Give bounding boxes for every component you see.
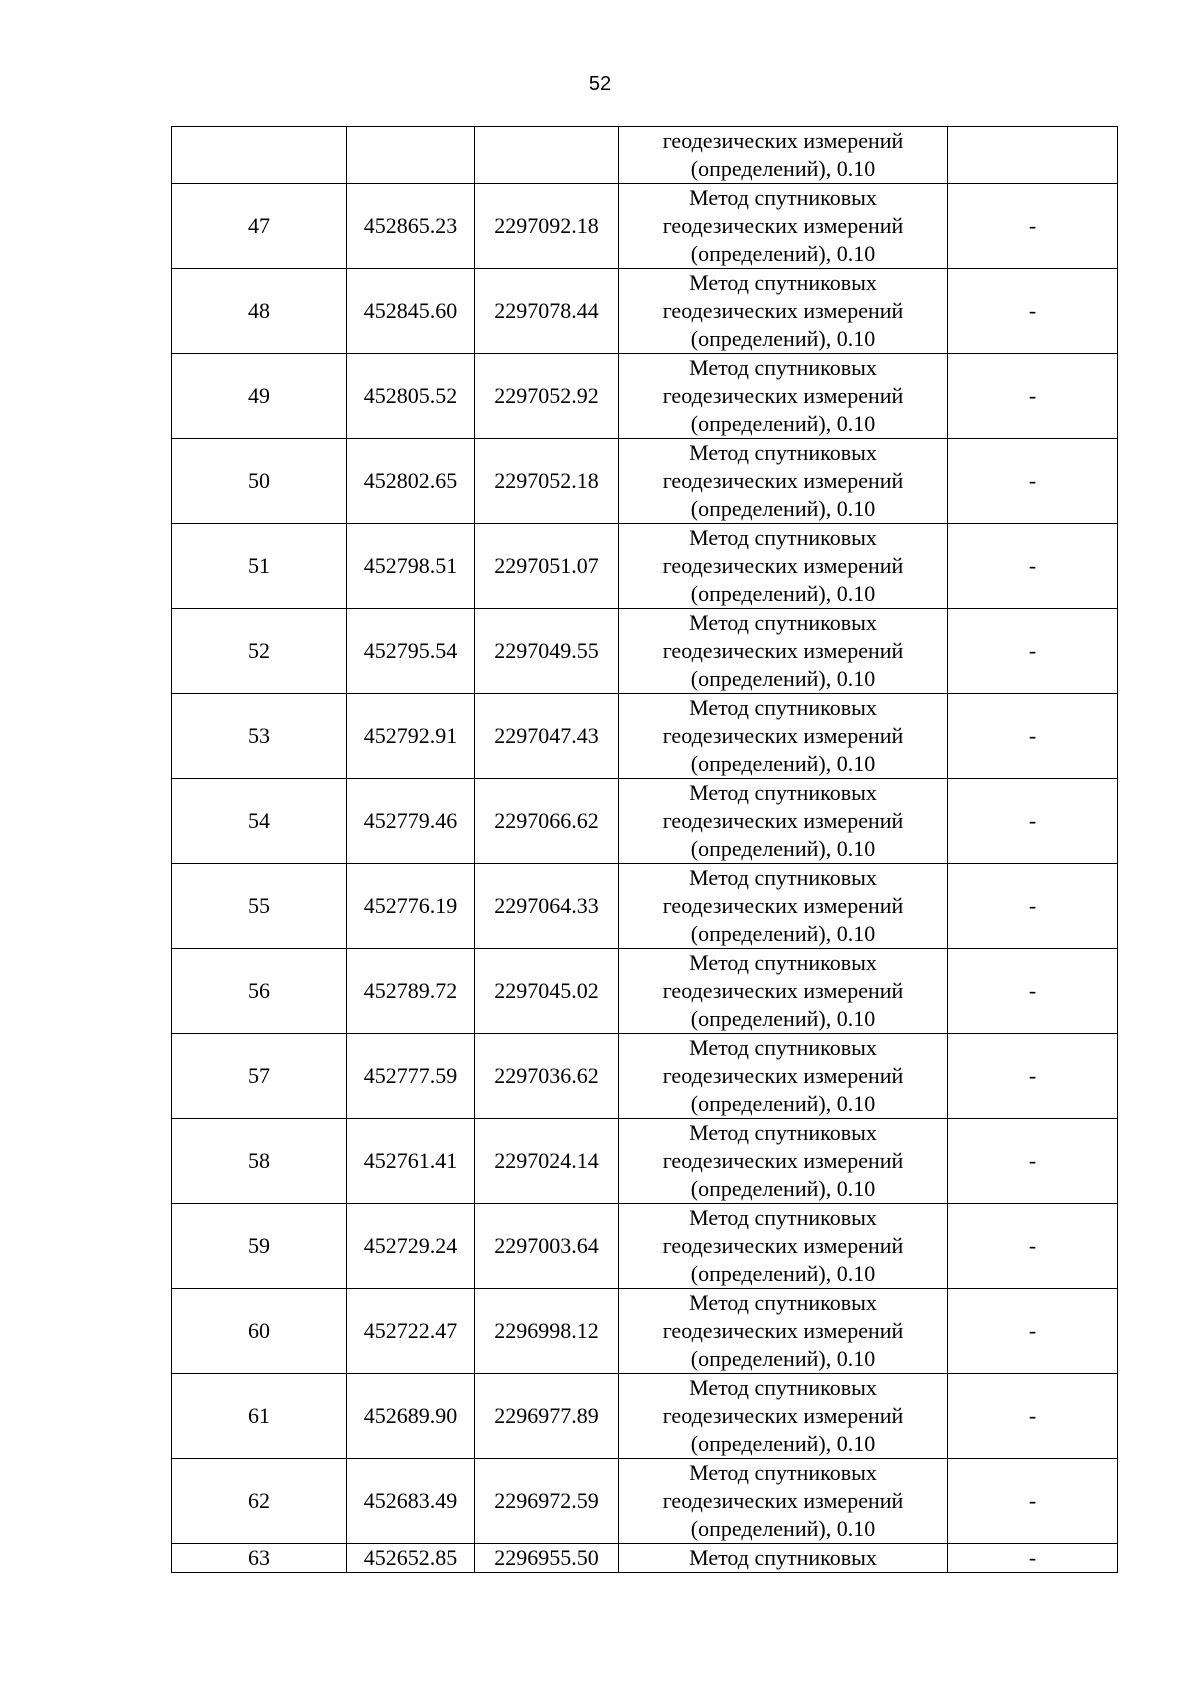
table-row [172, 354, 1118, 439]
method-line: (определений), 0.10 [690, 326, 876, 351]
table-row [172, 864, 1118, 949]
method-line: (определений), 0.10 [690, 156, 876, 181]
table-row [172, 1119, 1118, 1204]
method-line: геодезических измерений [662, 383, 904, 408]
method-cell [619, 524, 948, 609]
point-id-cell: 59 [172, 1204, 347, 1289]
method-line: геодезических измерений [662, 553, 904, 578]
method-line: (определений), 0.10 [690, 581, 876, 606]
method-line: (определений), 0.10 [690, 1431, 876, 1456]
description-cell: - [948, 1034, 1118, 1119]
point-id-cell: 50 [172, 439, 347, 524]
x-coordinate-cell: 452722.47 [347, 1289, 475, 1374]
y-coordinate-cell: 2297092.18 [475, 184, 619, 269]
description-cell: - [948, 1119, 1118, 1204]
method-line: (определений), 0.10 [690, 1261, 876, 1286]
table-row [172, 609, 1118, 694]
method-line: Метод спутниковых [689, 865, 877, 890]
table-row [172, 694, 1118, 779]
y-coordinate-cell: 2297078.44 [475, 269, 619, 354]
description-cell: - [948, 439, 1118, 524]
x-coordinate-cell: 452802.65 [347, 439, 475, 524]
method-line: Метод спутниковых [689, 695, 877, 720]
method-line: Метод спутниковых [689, 440, 877, 465]
method-line: Метод спутниковых [689, 780, 877, 805]
point-id-cell: 54 [172, 779, 347, 864]
method-line: (определений), 0.10 [690, 751, 876, 776]
x-coordinate-cell: 452652.85 [347, 1544, 475, 1573]
description-cell: - [948, 1459, 1118, 1544]
method-line: геодезических измерений [662, 1403, 904, 1428]
x-coordinate-cell: 452798.51 [347, 524, 475, 609]
point-id-cell: 49 [172, 354, 347, 439]
table-row [172, 1459, 1118, 1544]
description-cell [948, 127, 1118, 184]
method-cell [619, 949, 948, 1034]
description-cell: - [948, 694, 1118, 779]
method-line: Метод спутниковых [689, 1120, 877, 1145]
table-row-continuation [172, 127, 1118, 184]
method-line: геодезических измерений [662, 213, 904, 238]
point-id-cell: 51 [172, 524, 347, 609]
table-row [172, 1544, 1118, 1573]
table-row [172, 779, 1118, 864]
method-line: (определений), 0.10 [690, 496, 876, 521]
point-id-cell: 62 [172, 1459, 347, 1544]
description-cell: - [948, 524, 1118, 609]
point-id-cell: 52 [172, 609, 347, 694]
method-cell [619, 1204, 948, 1289]
point-id-cell: 60 [172, 1289, 347, 1374]
description-cell: - [948, 609, 1118, 694]
coordinates-table [171, 126, 1118, 1573]
method-line: геодезических измерений [662, 638, 904, 663]
method-cell [619, 354, 948, 439]
x-coordinate-cell: 452683.49 [347, 1459, 475, 1544]
method-line: Метод спутниковых [689, 1035, 877, 1060]
method-line: геодезических измерений [662, 723, 904, 748]
method-line: Метод спутниковых [689, 525, 877, 550]
point-id-cell: 55 [172, 864, 347, 949]
description-cell: - [948, 1204, 1118, 1289]
x-coordinate-cell: 452792.91 [347, 694, 475, 779]
table-row [172, 1289, 1118, 1374]
method-line: геодезических измерений [662, 1063, 904, 1088]
y-coordinate-cell: 2297049.55 [475, 609, 619, 694]
method-line: геодезических измерений [662, 1233, 904, 1258]
table-row [172, 1204, 1118, 1289]
point-id-cell: 63 [172, 1544, 347, 1573]
method-line: (определений), 0.10 [690, 921, 876, 946]
y-coordinate-cell: 2297052.92 [475, 354, 619, 439]
method-line: Метод спутниковых [689, 185, 877, 210]
page-number: 52 [588, 73, 612, 95]
method-line: геодезических измерений [662, 1488, 904, 1513]
point-id-cell: 56 [172, 949, 347, 1034]
description-cell: - [948, 184, 1118, 269]
point-id-cell: 47 [172, 184, 347, 269]
method-line: геодезических измерений [662, 468, 904, 493]
y-coordinate-cell: 2297024.14 [475, 1119, 619, 1204]
method-cell [619, 439, 948, 524]
x-coordinate-cell: 452795.54 [347, 609, 475, 694]
description-cell: - [948, 1289, 1118, 1374]
point-id-cell: 58 [172, 1119, 347, 1204]
y-coordinate-cell: 2297052.18 [475, 439, 619, 524]
x-coordinate-cell: 452777.59 [347, 1034, 475, 1119]
point-id-cell: 61 [172, 1374, 347, 1459]
x-coordinate-cell: 452845.60 [347, 269, 475, 354]
method-line: (определений), 0.10 [690, 1006, 876, 1031]
method-line: (определений), 0.10 [690, 1176, 876, 1201]
method-cell [619, 1034, 948, 1119]
point-id-cell [172, 127, 347, 184]
x-coordinate-cell: 452729.24 [347, 1204, 475, 1289]
point-id-cell: 48 [172, 269, 347, 354]
y-coordinate-cell: 2296955.50 [475, 1544, 619, 1573]
x-coordinate-cell: 452761.41 [347, 1119, 475, 1204]
y-coordinate-cell: 2297064.33 [475, 864, 619, 949]
method-cell [619, 1459, 948, 1544]
method-line: Метод спутниковых [689, 355, 877, 380]
method-line: Метод спутниковых [689, 270, 877, 295]
description-cell: - [948, 1544, 1118, 1573]
y-coordinate-cell: 2297047.43 [475, 694, 619, 779]
x-coordinate-cell: 452776.19 [347, 864, 475, 949]
method-line: (определений), 0.10 [690, 1091, 876, 1116]
table-row [172, 524, 1118, 609]
method-line: геодезических измерений [662, 808, 904, 833]
x-coordinate-cell [347, 127, 475, 184]
y-coordinate-cell [475, 127, 619, 184]
y-coordinate-cell: 2297066.62 [475, 779, 619, 864]
table-row [172, 1034, 1118, 1119]
description-cell: - [948, 864, 1118, 949]
method-line: Метод спутниковых [689, 1460, 877, 1485]
method-line: (определений), 0.10 [690, 836, 876, 861]
table-row [172, 439, 1118, 524]
method-line: геодезических измерений [662, 298, 904, 323]
method-line: геодезических измерений [662, 1318, 904, 1343]
description-cell: - [948, 354, 1118, 439]
x-coordinate-cell: 452865.23 [347, 184, 475, 269]
method-cell [619, 609, 948, 694]
method-line: (определений), 0.10 [690, 241, 876, 266]
y-coordinate-cell: 2297051.07 [475, 524, 619, 609]
point-id-cell: 53 [172, 694, 347, 779]
method-cell [619, 1544, 948, 1573]
y-coordinate-cell: 2297036.62 [475, 1034, 619, 1119]
point-id-cell: 57 [172, 1034, 347, 1119]
method-line: (определений), 0.10 [690, 1516, 876, 1541]
description-cell: - [948, 949, 1118, 1034]
table-row [172, 1374, 1118, 1459]
table-row [172, 949, 1118, 1034]
description-cell: - [948, 1374, 1118, 1459]
method-cell [619, 779, 948, 864]
method-line: геодезических измерений [662, 1148, 904, 1173]
method-line: геодезических измерений [662, 128, 904, 153]
method-line: (определений), 0.10 [690, 411, 876, 436]
method-line: Метод спутниковых [689, 950, 877, 975]
x-coordinate-cell: 452779.46 [347, 779, 475, 864]
coordinates-table-body [172, 127, 1118, 1573]
x-coordinate-cell: 452805.52 [347, 354, 475, 439]
method-cell [619, 1289, 948, 1374]
table-row [172, 269, 1118, 354]
x-coordinate-cell: 452789.72 [347, 949, 475, 1034]
method-line: Метод спутниковых [689, 1290, 877, 1315]
method-cell [619, 864, 948, 949]
method-cell [619, 694, 948, 779]
method-line: Метод спутниковых [689, 610, 877, 635]
method-cell [619, 1119, 948, 1204]
method-line: Метод спутниковых [689, 1205, 877, 1230]
x-coordinate-cell: 452689.90 [347, 1374, 475, 1459]
method-cell [619, 1374, 948, 1459]
method-line: геодезических измерений [662, 893, 904, 918]
method-line: (определений), 0.10 [690, 1346, 876, 1371]
method-line: геодезических измерений [662, 978, 904, 1003]
method-cell [619, 184, 948, 269]
y-coordinate-cell: 2297003.64 [475, 1204, 619, 1289]
description-cell: - [948, 269, 1118, 354]
table-row [172, 184, 1118, 269]
y-coordinate-cell: 2297045.02 [475, 949, 619, 1034]
method-cell [619, 127, 948, 184]
method-line: Метод спутниковых [689, 1545, 877, 1570]
y-coordinate-cell: 2296977.89 [475, 1374, 619, 1459]
method-cell [619, 269, 948, 354]
y-coordinate-cell: 2296972.59 [475, 1459, 619, 1544]
y-coordinate-cell: 2296998.12 [475, 1289, 619, 1374]
method-line: Метод спутниковых [689, 1375, 877, 1400]
description-cell: - [948, 779, 1118, 864]
method-line: (определений), 0.10 [690, 666, 876, 691]
